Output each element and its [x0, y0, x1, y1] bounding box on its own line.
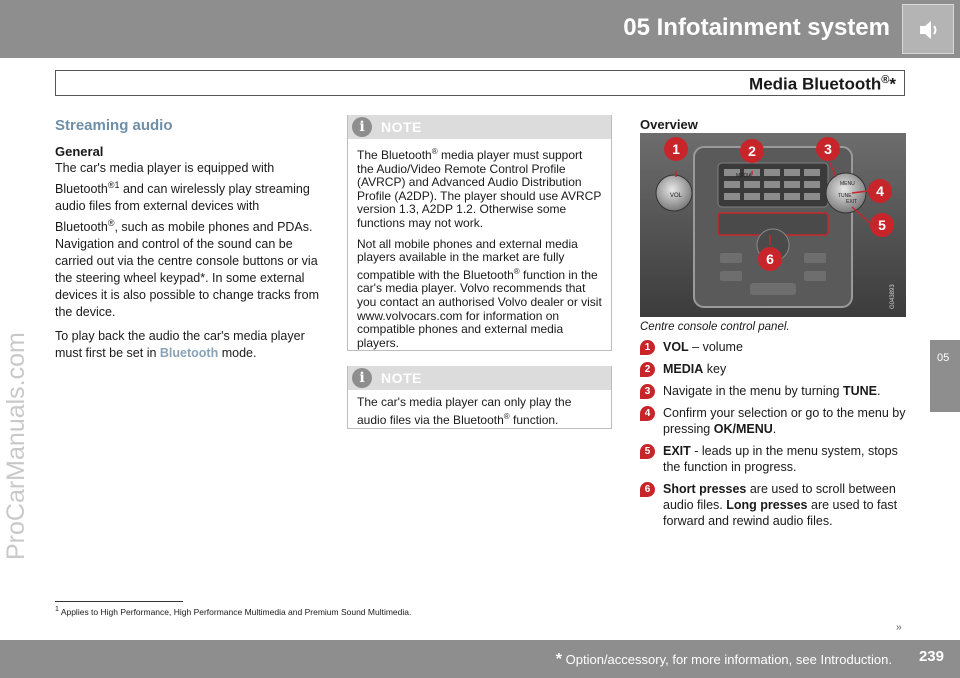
note-header [348, 115, 611, 139]
top-header-band [0, 0, 960, 58]
callout-marker: 3 [640, 384, 655, 399]
callout-marker: 2 [640, 362, 655, 377]
note-label: NOTE [381, 370, 422, 386]
media-key-label: MEDIA [736, 173, 752, 179]
streaming-audio-column [55, 117, 323, 369]
chapter-tab-label: 05 [937, 352, 950, 364]
image-code: G043893 [890, 284, 896, 309]
general-subheading: General [55, 144, 104, 159]
info-icon: i [352, 368, 372, 388]
image-callout-2-label: 2 [748, 143, 756, 159]
note-box-audio-files [347, 366, 612, 429]
legend-item-media: 2 MEDIA key [640, 361, 908, 377]
console-panel-drawing [640, 133, 906, 317]
section-title-box [55, 70, 905, 96]
image-callout-5-label: 5 [878, 217, 886, 233]
legend-item-presses: 6 Short presses are used to scroll between audio files. Long presses are used to fast forward and rewind audio files. [640, 481, 908, 529]
menu-label: MENU [840, 181, 855, 187]
vol-knob-label: VOL [670, 193, 683, 199]
speaker-icon [915, 16, 943, 44]
image-callout-4-label: 4 [876, 183, 884, 199]
footnote: $^1$ Applies to High Performance, High Performance Multimedia and Premium Sound Multimedia. [55, 606, 412, 617]
next-page-arrows-icon[interactable]: ›› [896, 622, 901, 633]
section-title: Media Bluetooth®* [749, 74, 896, 94]
note-paragraph: The car's media player can only play the audio files via the Bluetooth® function. [357, 395, 572, 427]
footnote-divider [55, 601, 183, 602]
watermark: ProCarManuals.com [2, 332, 30, 560]
page-number: 239 [918, 648, 944, 665]
exit-label: EXIT [846, 199, 858, 205]
note-box-profiles [347, 115, 612, 351]
general-paragraph: The car's media player is equipped with Bluetooth$^{®1}$ and can wirelessly play streaming audio files from external devices with Bluetooth®, such as mobile phones and PDAs. Navigation and control of the sound can be carried out via the centre console buttons or via the steering wheel keypad*. In some external devices it is also possible to change tracks from the device. [55, 161, 320, 320]
callout-marker: 6 [640, 482, 655, 497]
callout-marker: 1 [640, 340, 655, 355]
legend-item-tune: 3 Navigate in the menu by turning TUNE. [640, 383, 908, 399]
playback-paragraph: To play back the audio the car's media player must first be set in Bluetooth mode. [55, 329, 305, 361]
bottom-footer-band [0, 640, 960, 678]
note-paragraph: Not all mobile phones and external media players available in the market are fully compatible with the Bluetooth® function in the car's media player. Volvo recommends that you contact an authorised Volvo dealer or visit www.volvocars.com for information on compatible phones and external media players. [357, 236, 602, 350]
note-label: NOTE [381, 119, 422, 135]
note-paragraph: The Bluetooth® media player must support the Audio/Video Remote Control Profile (AVRCP) and Advanced Audio Distribution Profile (A2DP). The player should use AVRCP version 1.3, A2DP 1.2. Otherwise some functions may not work. [357, 147, 602, 230]
overview-heading: Overview [640, 117, 698, 132]
note-body [348, 139, 611, 350]
image-callout-3-label: 3 [824, 141, 832, 157]
chapter-tab[interactable] [930, 340, 960, 412]
chapter-title: 05 Infotainment system [623, 14, 890, 41]
callout-legend [640, 339, 908, 535]
streaming-audio-heading: Streaming audio [55, 117, 173, 134]
tune-knob-label: TUNE [838, 193, 852, 199]
note-header [348, 366, 611, 390]
info-icon: i [352, 117, 372, 137]
callout-marker: 5 [640, 444, 655, 459]
legend-item-exit: 5 EXIT - leads up in the menu system, stops the function in progress. [640, 443, 908, 475]
speaker-icon-box [902, 4, 954, 54]
legend-item-ok-menu: 4 Confirm your selection or go to the menu by pressing OK/MENU. [640, 405, 908, 437]
centre-console-illustration [640, 133, 906, 317]
bluetooth-mode-label: Bluetooth [159, 346, 219, 361]
note-body [348, 390, 611, 427]
footer-note: * Option/accessory, for more information, see Introduction. [555, 651, 892, 668]
image-callout-6-label: 6 [766, 251, 774, 267]
image-callout-1-label: 1 [672, 141, 680, 157]
image-caption: Centre console control panel. [640, 321, 790, 333]
legend-item-vol: 1 VOL – volume [640, 339, 908, 355]
callout-marker: 4 [640, 406, 655, 421]
